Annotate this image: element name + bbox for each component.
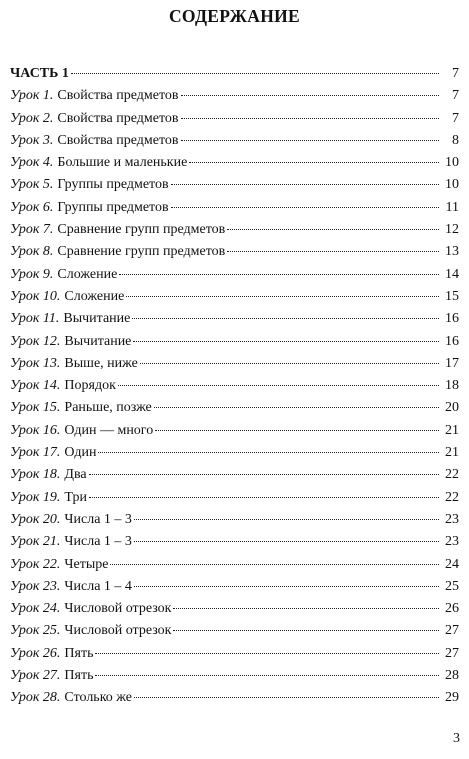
part-label: ЧАСТЬ 1 (10, 66, 69, 81)
dot-leader (134, 696, 439, 698)
toc-entry[interactable] (10, 509, 459, 531)
lesson-title: Сравнение групп предметов (57, 244, 226, 260)
lesson-title: Свойства предметов (57, 132, 179, 148)
lesson-title: Сравнение групп предметов (57, 222, 226, 238)
lesson-title: Большие и маленькие (57, 155, 188, 171)
lesson-number: Урок 20. (10, 511, 61, 527)
lesson-number: Урок 19. (10, 489, 61, 505)
lesson-number: Урок 12. (10, 333, 61, 349)
entry-page: 26 (445, 601, 459, 617)
toc-entry[interactable] (10, 219, 459, 241)
toc-entry[interactable] (10, 264, 459, 286)
lesson-number: Урок 26. (10, 645, 61, 661)
toc-entry[interactable] (10, 620, 459, 642)
dot-leader (181, 117, 440, 119)
lesson-number: Урок 18. (10, 467, 61, 483)
entry-page: 28 (445, 668, 459, 684)
lesson-title: Четыре (64, 556, 109, 572)
dot-leader (119, 273, 439, 275)
lesson-number: Урок 23. (10, 578, 61, 594)
dot-leader (171, 183, 439, 185)
entry-page: 27 (445, 645, 459, 661)
dot-leader (154, 406, 439, 408)
entry-page: 27 (445, 623, 459, 639)
toc-entry[interactable] (10, 643, 459, 665)
lesson-number: Урок 4. (10, 155, 54, 171)
toc-entry[interactable] (10, 241, 459, 263)
entry-page: 18 (445, 378, 459, 394)
lesson-title: Один — много (64, 422, 154, 438)
entry-page: 10 (445, 155, 459, 171)
toc-entry[interactable] (10, 554, 459, 576)
lesson-title: Вычитание (63, 311, 131, 327)
entry-page: 29 (445, 690, 459, 706)
dot-leader (181, 94, 440, 96)
entry-page: 21 (445, 422, 459, 438)
toc-entry[interactable] (10, 308, 459, 330)
dot-leader (126, 295, 439, 297)
lesson-title: Сложение (64, 288, 125, 304)
entry-page: 23 (445, 511, 459, 527)
dot-leader (118, 384, 439, 386)
toc-entry[interactable] (10, 286, 459, 308)
lesson-number: Урок 8. (10, 244, 54, 260)
entry-page: 21 (445, 445, 459, 461)
entry-page: 10 (445, 177, 459, 193)
entry-page: 11 (445, 199, 459, 215)
toc-entry[interactable] (10, 375, 459, 397)
dot-leader (134, 540, 439, 542)
toc-entry[interactable] (10, 687, 459, 709)
lesson-title: Пять (64, 645, 94, 661)
part-page: 7 (452, 66, 459, 81)
toc-entry[interactable] (10, 442, 459, 464)
entry-page: 7 (452, 110, 459, 126)
entry-page: 24 (445, 556, 459, 572)
dot-leader (227, 250, 439, 252)
toc-entry[interactable] (10, 331, 459, 353)
lesson-number: Урок 11. (10, 311, 60, 327)
lesson-title: Порядок (64, 378, 116, 394)
dot-leader (95, 674, 439, 676)
page-number: 3 (453, 731, 460, 746)
lesson-title: Свойства предметов (57, 88, 179, 104)
toc-entry[interactable] (10, 420, 459, 442)
lesson-title: Три (64, 489, 87, 505)
entry-page: 16 (445, 311, 459, 327)
lesson-number: Урок 1. (10, 88, 54, 104)
lesson-title: Числовой отрезок (64, 601, 172, 617)
entry-page: 23 (445, 534, 459, 550)
toc-entry[interactable] (10, 397, 459, 419)
toc-entry[interactable] (10, 174, 459, 196)
dot-leader (110, 563, 439, 565)
lesson-title: Числа 1 – 3 (64, 534, 132, 550)
entry-page: 14 (445, 266, 459, 282)
dot-leader (95, 652, 439, 654)
lesson-number: Урок 16. (10, 422, 61, 438)
dot-leader (71, 72, 439, 74)
lesson-number: Урок 14. (10, 378, 61, 394)
toc-part-row[interactable] (10, 63, 459, 85)
lesson-title: Группы предметов (57, 199, 169, 215)
toc-entry[interactable] (10, 464, 459, 486)
toc-entry[interactable] (10, 152, 459, 174)
lesson-title: Свойства предметов (57, 110, 179, 126)
toc-entry[interactable] (10, 487, 459, 509)
lesson-title: Числовой отрезок (64, 623, 172, 639)
entry-page: 20 (445, 400, 459, 416)
lesson-title: Выше, ниже (64, 355, 138, 371)
toc-entry[interactable] (10, 108, 459, 130)
dot-leader (189, 161, 439, 163)
dot-leader (89, 473, 439, 475)
toc-entry[interactable] (10, 130, 459, 152)
lesson-title: Два (64, 467, 87, 483)
entry-page: 8 (452, 132, 459, 148)
lesson-number: Урок 21. (10, 534, 61, 550)
lesson-number: Урок 6. (10, 199, 54, 215)
lesson-number: Урок 17. (10, 445, 61, 461)
dot-leader (140, 362, 439, 364)
entry-page: 15 (445, 288, 459, 304)
dot-leader (181, 139, 440, 141)
toc-entry[interactable] (10, 353, 459, 375)
lesson-number: Урок 24. (10, 601, 61, 617)
dot-leader (134, 585, 439, 587)
lesson-number: Урок 7. (10, 222, 54, 238)
lesson-number: Урок 5. (10, 177, 54, 193)
lesson-title: Числа 1 – 3 (64, 511, 132, 527)
dot-leader (173, 629, 439, 631)
lesson-number: Урок 15. (10, 400, 61, 416)
dot-leader (132, 317, 439, 319)
entry-page: 22 (445, 489, 459, 505)
dot-leader (134, 518, 439, 520)
toc-entry[interactable] (10, 531, 459, 553)
dot-leader (155, 429, 439, 431)
entry-page: 17 (445, 355, 459, 371)
entry-page: 7 (452, 88, 459, 104)
lesson-title: Столько же (64, 690, 132, 706)
lesson-number: Урок 28. (10, 690, 61, 706)
lesson-number: Урок 9. (10, 266, 54, 282)
lesson-title: Группы предметов (57, 177, 169, 193)
lesson-title: Один (64, 445, 97, 461)
toc-entry[interactable] (10, 85, 459, 107)
dot-leader (98, 451, 439, 453)
toc-entry[interactable] (10, 576, 459, 598)
lesson-number: Урок 13. (10, 355, 61, 371)
dot-leader (89, 496, 439, 498)
lesson-title: Пять (64, 668, 94, 684)
lesson-number: Урок 27. (10, 668, 61, 684)
toc-entry[interactable] (10, 197, 459, 219)
lesson-number: Урок 2. (10, 110, 54, 126)
entry-page: 25 (445, 578, 459, 594)
lesson-title: Числа 1 – 4 (64, 578, 132, 594)
page-title: СОДЕРЖАНИЕ (168, 6, 300, 26)
entry-page: 16 (445, 333, 459, 349)
lesson-number: Урок 3. (10, 132, 54, 148)
toc-entry[interactable] (10, 665, 459, 687)
toc-entry[interactable] (10, 598, 459, 620)
entry-page: 22 (445, 467, 459, 483)
entry-page: 12 (445, 222, 459, 238)
lesson-title: Вычитание (64, 333, 132, 349)
dot-leader (171, 206, 439, 208)
lesson-number: Урок 10. (10, 288, 61, 304)
lesson-title: Сложение (57, 266, 118, 282)
lesson-number: Урок 22. (10, 556, 61, 572)
lesson-title: Раньше, позже (64, 400, 152, 416)
entry-page: 13 (445, 244, 459, 260)
lesson-number: Урок 25. (10, 623, 61, 639)
dot-leader (173, 607, 439, 609)
dot-leader (133, 340, 439, 342)
dot-leader (227, 228, 439, 230)
table-of-contents (10, 63, 459, 710)
